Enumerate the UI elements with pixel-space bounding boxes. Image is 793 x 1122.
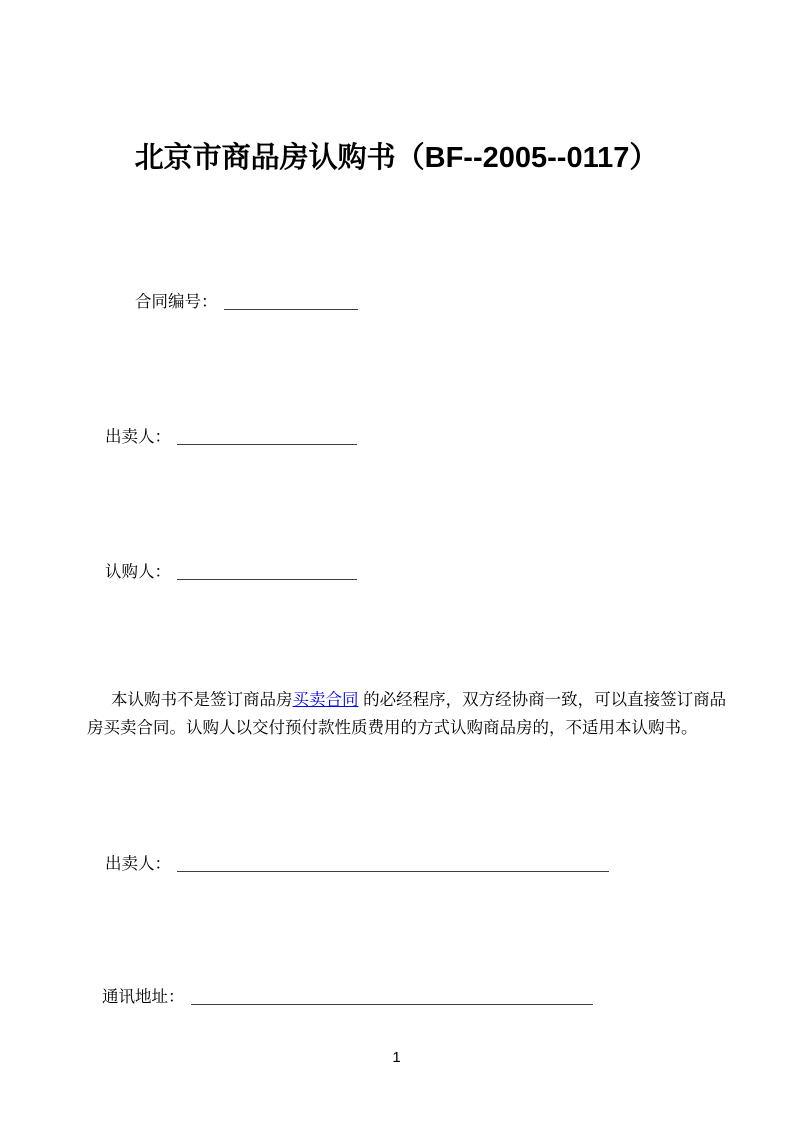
- buyer-label: 认购人：: [105, 563, 171, 581]
- contract-number-label: 合同编号：: [135, 293, 218, 311]
- notice-text-before-link: 本认购书不是签订商品房: [111, 691, 293, 709]
- seller-top-blank: [177, 426, 357, 445]
- buyer-row: [105, 560, 357, 584]
- page-number: 1: [392, 1049, 401, 1066]
- notice-paragraph: [87, 686, 726, 742]
- address-blank: [191, 986, 593, 1005]
- sales-contract-link[interactable]: 买卖合同: [292, 691, 359, 709]
- seller-bottom-blank: [177, 853, 609, 872]
- notice-paragraph-line-1: [87, 686, 726, 714]
- buyer-blank: [177, 561, 357, 580]
- notice-text-after-link: 的必经程序，双方经协商一致，可以直接签订商品: [358, 691, 727, 709]
- contract-number-blank: [224, 291, 358, 310]
- seller-top-row: [105, 425, 357, 449]
- seller-bottom-row: [105, 852, 609, 876]
- contract-number-row: [135, 290, 358, 314]
- address-label: 通讯地址：: [102, 988, 185, 1006]
- seller-top-label: 出卖人：: [105, 428, 171, 446]
- notice-paragraph-line-2: 房买卖合同。认购人以交付预付款性质费用的方式认购商品房的，不适用本认购书。: [87, 719, 698, 737]
- seller-bottom-label: 出卖人：: [105, 855, 171, 873]
- document-title: 北京市商品房认购书（BF--2005--0117）: [134, 142, 659, 174]
- address-row: [102, 985, 593, 1009]
